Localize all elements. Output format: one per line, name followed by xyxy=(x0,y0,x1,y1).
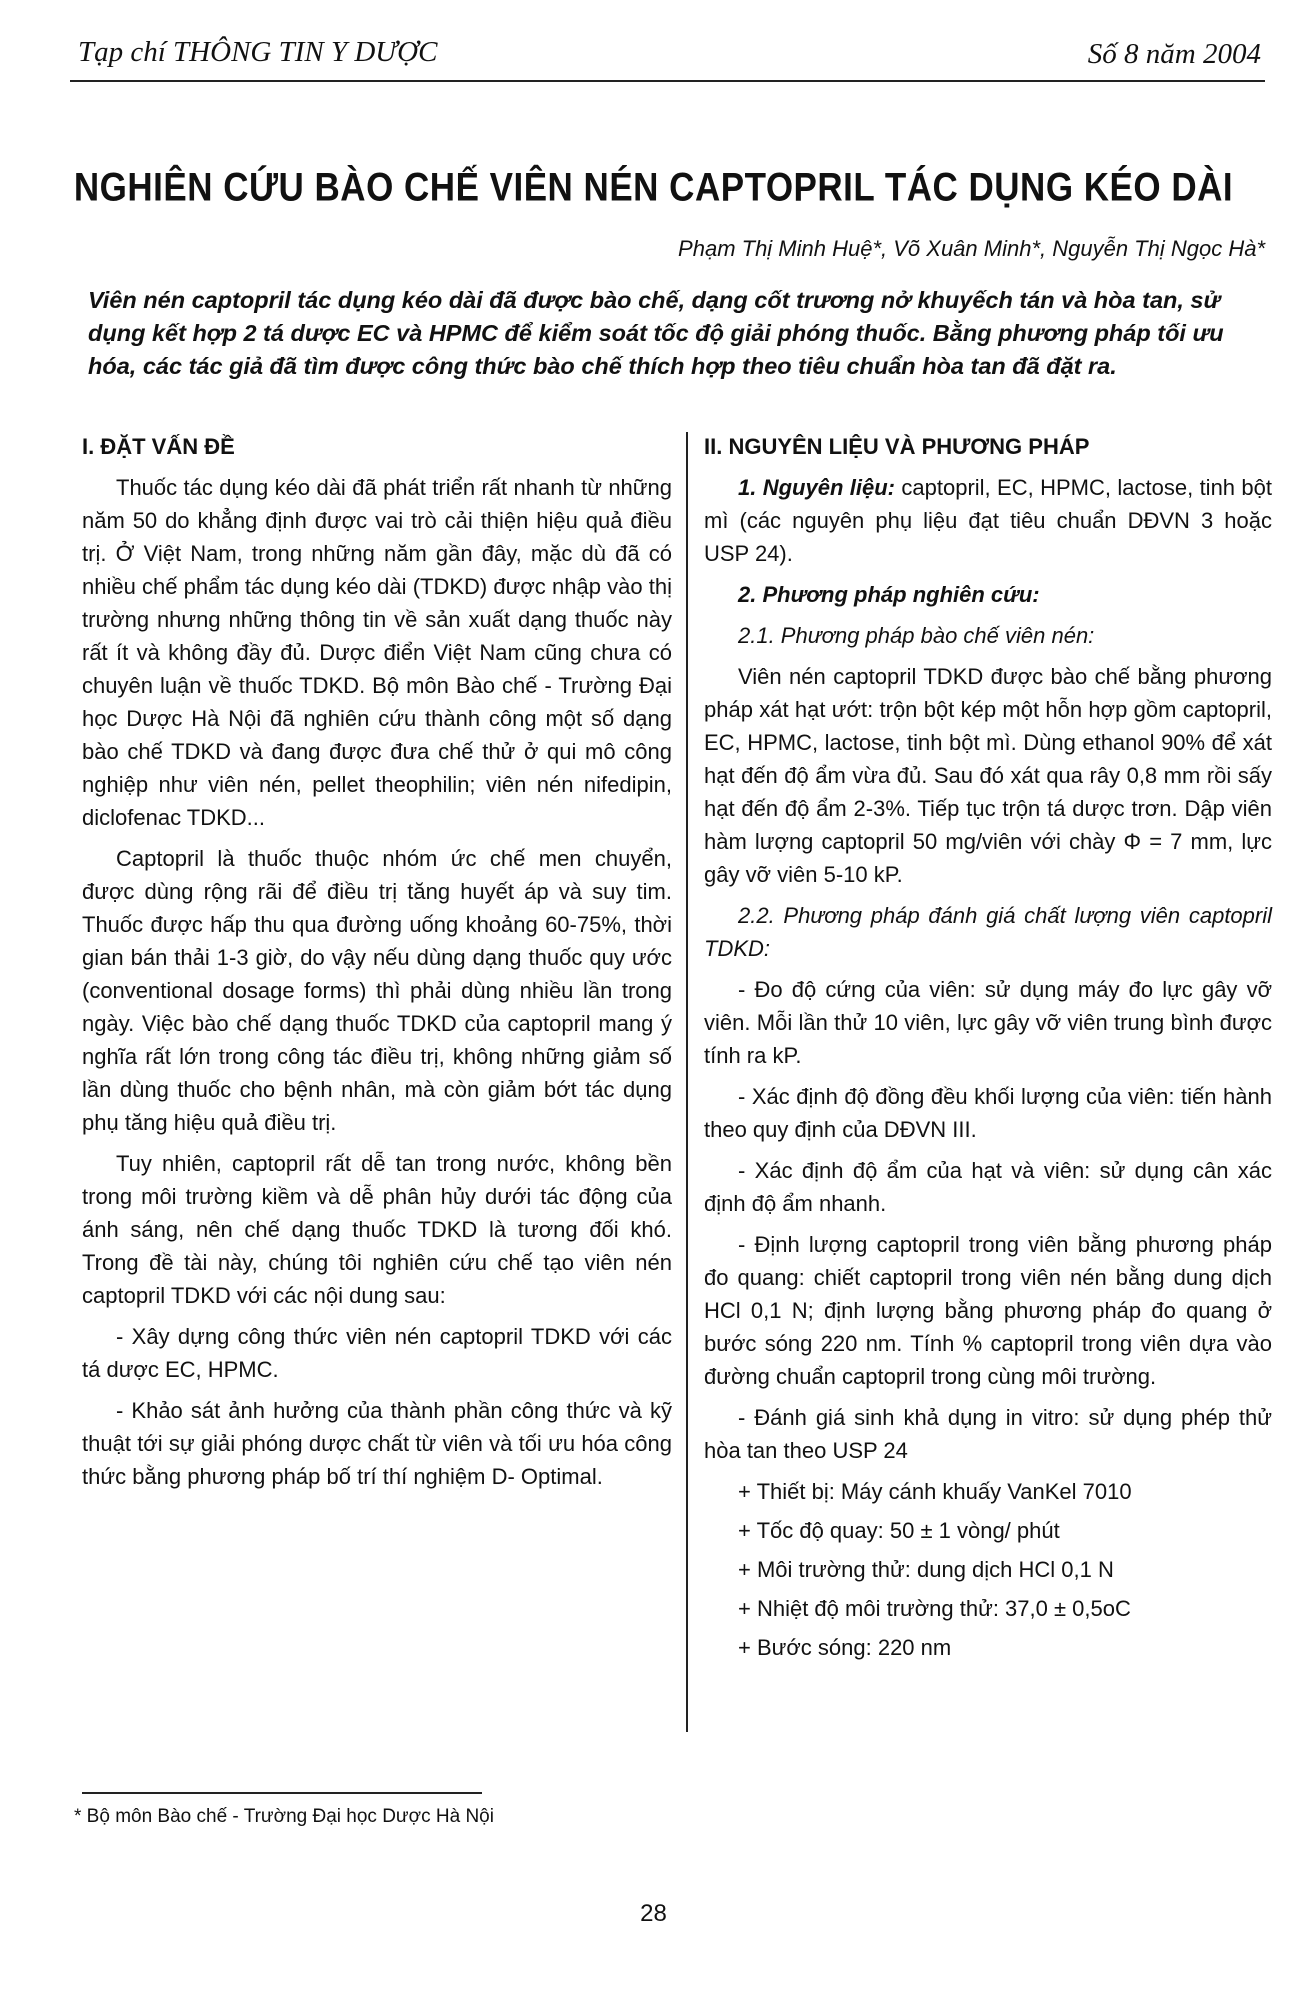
issue-number: Số 8 năm 2004 xyxy=(1087,38,1261,70)
condition-item: + Nhiệt độ môi trường thử: 37,0 ± 0,5oC xyxy=(738,1596,1131,1621)
section-heading-2: II. NGUYÊN LIỆU VÀ PHƯƠNG PHÁP xyxy=(704,434,1090,459)
paragraph: - Xây dựng công thức viên nén captopril TDKD với các tá dược EC, HPMC. xyxy=(82,1324,672,1382)
subsection-text: captopril, EC, HPMC, lactose, tinh bột mì (các nguyên phụ liệu đạt tiêu chuẩn DĐVN 3 hoặc USP 24). xyxy=(704,475,1272,566)
paragraph: Viên nén captopril TDKD được bào chế bằng phương pháp xát hạt ướt: trộn bột kép một hỗn hợp gồm captopril, EC, HPMC, lactose, tinh bột mì. Dùng ethanol 90% để xát hạt đến độ ẩm vừa đủ. Sau đó xát qua rây 0,8 mm rồi sấy hạt đến độ ẩm 2-3%. Tiếp tục trộn tá dược trơn. Dập viên hàm lượng captopril 50 mg/viên với chày Φ = 7 mm, lực gây vỡ viên 5-10 kP. xyxy=(704,664,1272,887)
column-divider xyxy=(686,432,688,1732)
authors: Phạm Thị Minh Huệ*, Võ Xuân Minh*, Nguyễn Thị Ngọc Hà* xyxy=(678,236,1265,261)
bullet-item: - Xác định độ đồng đều khối lượng của viên: tiến hành theo quy định của DĐVN III. xyxy=(704,1084,1272,1142)
paragraph: Tuy nhiên, captopril rất dễ tan trong nước, không bền trong môi trường kiềm và dễ phân hủy dưới tác động của ánh sáng, nên chế dạng thuốc TDKD là tương đối khó. Trong đề tài này, chúng tôi nghiên cứu chế tạo viên nén captopril TDKD với các nội dung sau: xyxy=(82,1151,672,1308)
running-header xyxy=(70,22,1265,82)
bullet-item: - Xác định độ ẩm của hạt và viên: sử dụng cân xác định độ ẩm nhanh. xyxy=(704,1158,1272,1216)
page-number: 28 xyxy=(640,1900,667,1927)
condition-item: + Tốc độ quay: 50 ± 1 vòng/ phút xyxy=(738,1518,1060,1543)
subsection-2-1-label: 2.1. Phương pháp bào chế viên nén: xyxy=(738,623,1095,648)
abstract: Viên nén captopril tác dụng kéo dài đã được bào chế, dạng cốt trương nở khuyếch tán và hòa tan, sử dụng kết hợp 2 tá dược EC và HPMC để kiểm soát tốc độ giải phóng thuốc. Bằng phương pháp tối ưu hóa, các tác giả đã tìm được công thức bào chế thích hợp theo tiêu chuẩn hòa tan đã đặt ra. xyxy=(88,287,1224,379)
paragraph: - Khảo sát ảnh hưởng của thành phần công thức và kỹ thuật tới sự giải phóng dược chất từ viên và tối ưu hóa công thức bằng phương pháp bố trí thí nghiệm D- Optimal. xyxy=(82,1398,672,1489)
paragraph: Thuốc tác dụng kéo dài đã phát triển rất nhanh từ những năm 50 do khẳng định được vai trò cải thiện hiệu quả điều trị. Ở Việt Nam, trong những năm gần đây, mặc dù đã có nhiều chế phẩm tác dụng kéo dài (TDKD) được nhập vào thị trường nhưng những thông tin về sản xuất dạng thuốc này rất ít và không đầy đủ. Dược điển Việt Nam cũng chưa có chuyên luận về thuốc TDKD. Bộ môn Bào chế - Trường Đại học Dược Hà Nội đã nghiên cứu thành công một số dạng bào chế TDKD và đang được đưa chế thử ở qui mô công nghiệp như viên nén, pellet theophilin; viên nén nifedipin, diclofenac TDKD... xyxy=(82,475,672,830)
subsection-label: 1. Nguyên liệu: xyxy=(738,475,896,500)
right-column xyxy=(704,430,1272,1670)
subsection-methods: 2. Phương pháp nghiên cứu: xyxy=(738,582,1040,607)
condition-item: + Bước sóng: 220 nm xyxy=(738,1635,952,1660)
footnote-divider xyxy=(82,1792,482,1794)
condition-item: + Thiết bị: Máy cánh khuấy VanKel 7010 xyxy=(738,1479,1132,1504)
footnote: * Bộ môn Bào chế - Trường Đại học Dược Hà Nội xyxy=(74,1806,494,1827)
bullet-item: - Đo độ cứng của viên: sử dụng máy đo lực gây vỡ viên. Mỗi lần thử 10 viên, lực gây vỡ viên trung bình được tính ra kP. xyxy=(704,977,1272,1068)
journal-name: Tạp chí THÔNG TIN Y DƯỢC xyxy=(78,36,438,68)
bullet-item: - Đánh giá sinh khả dụng in vitro: sử dụng phép thử hòa tan theo USP 24 xyxy=(704,1405,1272,1463)
left-column xyxy=(82,430,672,1501)
subsection-2-2-label: 2.2. Phương pháp đánh giá chất lượng viên captopril TDKD: xyxy=(704,903,1272,961)
section-heading-1: I. ĐẶT VẤN ĐỀ xyxy=(82,434,235,459)
bullet-item: - Định lượng captopril trong viên bằng phương pháp đo quang: chiết captopril trong viên nén bằng dung dịch HCl 0,1 N; định lượng bằng phương pháp đo quang ở bước sóng 220 nm. Tính % captopril trong viên dựa vào đường chuẩn captopril trong cùng môi trường. xyxy=(704,1232,1272,1389)
condition-item: + Môi trường thử: dung dịch HCl 0,1 N xyxy=(738,1557,1114,1582)
subsection-materials xyxy=(704,471,1272,570)
paragraph: Captopril là thuốc thuộc nhóm ức chế men chuyển, được dùng rộng rãi để điều trị tăng huyết áp và suy tim. Thuốc được hấp thu qua đường uống khoảng 60-75%, thời gian bán thải 1-3 giờ, do vậy nếu dùng dạng thuốc quy ước (conventional dosage forms) thì phải dùng nhiều lần trong ngày. Việc bào chế dạng thuốc TDKD của captopril mang ý nghĩa rất lớn trong công tác điều trị, không những giảm số lần dùng thuốc cho bệnh nhân, mà còn giảm bớt tác dụng phụ tăng hiệu quả điều trị. xyxy=(82,846,672,1135)
paper-title: NGHIÊN CỨU BÀO CHẾ VIÊN NÉN CAPTOPRIL TÁC DỤNG KÉO DÀI xyxy=(73,165,1234,210)
